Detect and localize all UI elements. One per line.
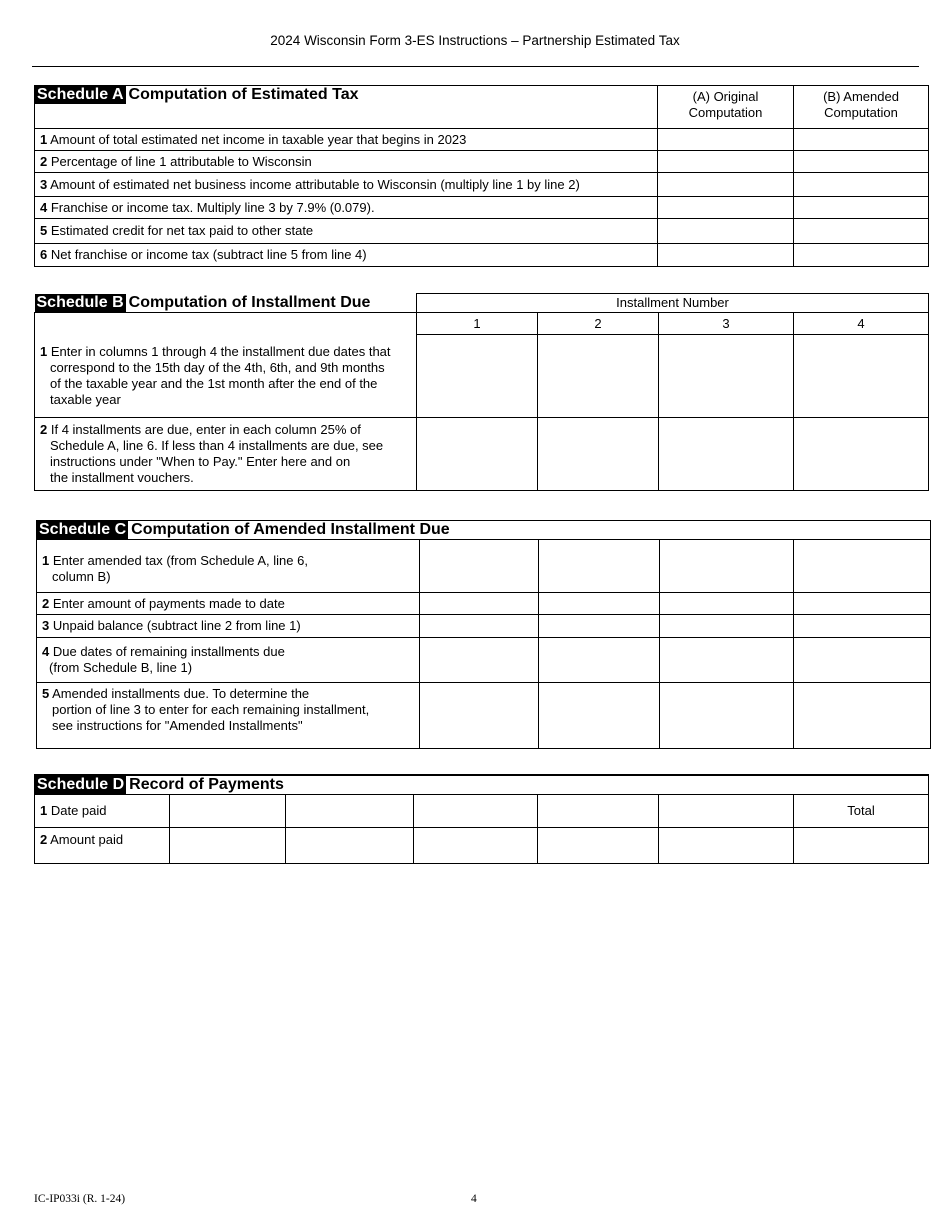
schedule-c-line-1-inst-4-field[interactable]	[794, 540, 931, 593]
schedule-c-line-3-inst-2-field[interactable]	[539, 615, 660, 638]
schedule-a-line-5-col-b-field[interactable]	[794, 219, 929, 244]
schedule-d-title: Record of Payments	[129, 776, 284, 793]
schedule-c-line-4-inst-2-field[interactable]	[539, 638, 660, 683]
schedule-b-line-1-inst-2-field[interactable]	[538, 335, 659, 418]
schedule-a-line-1: 1 Amount of total estimated net income in taxable year that begins in 2023	[35, 129, 929, 151]
schedule-c-line-3-inst-3-field[interactable]	[660, 615, 794, 638]
schedule-c-line-3-inst-1-field[interactable]	[420, 615, 539, 638]
schedule-c-line-2-inst-4-field[interactable]	[794, 593, 931, 615]
schedule-b-line-1-inst-4-field[interactable]	[794, 335, 929, 418]
schedule-a-line-4-col-a-field[interactable]	[658, 197, 794, 219]
installment-col-2: 2	[538, 313, 659, 335]
schedule-c-line-2-inst-1-field[interactable]	[420, 593, 539, 615]
installment-col-1: 1	[417, 313, 538, 335]
schedule-c-line-1-inst-1-field[interactable]	[420, 540, 539, 593]
schedule-c-line-5-inst-1-field[interactable]	[420, 683, 539, 749]
schedule-c-line-5: 5 Amended installments due. To determine the portion of line 3 to enter for each remaining installment, see instructions for "Amended Installments"	[37, 683, 931, 749]
header-divider	[32, 66, 919, 67]
schedule-a-heading	[35, 86, 658, 129]
schedule-c-line-4-inst-1-field[interactable]	[420, 638, 539, 683]
total-label: Total	[794, 795, 929, 828]
schedule-a-line-1-col-a-field[interactable]	[658, 129, 794, 151]
page-header-title: 2024 Wisconsin Form 3-ES Instructions – Partnership Estimated Tax	[270, 33, 680, 48]
schedule-c-table	[36, 520, 931, 749]
schedule-b-line-2-inst-4-field[interactable]	[794, 418, 929, 491]
schedule-b-heading	[35, 294, 417, 313]
schedule-a-line-2: 2 Percentage of line 1 attributable to Wisconsin	[35, 151, 929, 173]
schedule-a-line-5-col-a-field[interactable]	[658, 219, 794, 244]
schedule-d-table	[34, 774, 929, 864]
schedule-d-heading	[35, 775, 929, 795]
schedule-c-line-4: 4 Due dates of remaining installments due (from Schedule B, line 1)	[37, 638, 931, 683]
schedule-c-line-3: 3 Unpaid balance (subtract line 2 from line 1)	[37, 615, 931, 638]
schedule-b-line-2-inst-2-field[interactable]	[538, 418, 659, 491]
amount-paid-field-1[interactable]	[170, 828, 286, 864]
date-paid-field-5[interactable]	[659, 795, 794, 828]
schedule-b-label: Schedule B	[36, 293, 124, 311]
schedule-a-line-3-col-b-field[interactable]	[794, 173, 929, 197]
date-paid-field-2[interactable]	[286, 795, 414, 828]
schedule-b-line-1-inst-1-field[interactable]	[417, 335, 538, 418]
schedule-c-line-3-inst-4-field[interactable]	[794, 615, 931, 638]
schedule-c-line-1: 1 Enter amended tax (from Schedule A, line 6, column B)	[37, 540, 931, 593]
schedule-b-title: Computation of Installment Due	[128, 293, 371, 311]
schedule-b-table	[34, 293, 929, 491]
schedule-b-line-2-inst-1-field[interactable]	[417, 418, 538, 491]
schedule-c-heading	[37, 521, 931, 540]
schedule-a-line-4: 4 Franchise or income tax. Multiply line 3 by 7.9% (0.079).	[35, 197, 929, 219]
schedule-a-line-6: 6 Net franchise or income tax (subtract line 5 from line 4)	[35, 244, 929, 267]
schedule-a-table	[34, 85, 929, 267]
page-number: 4	[471, 1193, 477, 1205]
schedule-a-col-a-header: (A) Original Computation	[658, 86, 794, 129]
schedule-a-title: Computation of Estimated Tax	[128, 86, 359, 103]
amount-paid-field-4[interactable]	[538, 828, 659, 864]
installment-col-3: 3	[659, 313, 794, 335]
schedule-a-label: Schedule A	[37, 86, 124, 103]
installment-number-header: Installment Number	[417, 294, 929, 313]
schedule-c-title: Computation of Amended Installment Due	[131, 521, 450, 538]
date-paid-field-1[interactable]	[170, 795, 286, 828]
schedule-a-line-3-col-a-field[interactable]	[658, 173, 794, 197]
schedule-c-line-1-inst-3-field[interactable]	[660, 540, 794, 593]
schedule-c-line-2-inst-2-field[interactable]	[539, 593, 660, 615]
schedule-a-line-5: 5 Estimated credit for net tax paid to other state	[35, 219, 929, 244]
date-paid-field-3[interactable]	[414, 795, 538, 828]
amount-paid-field-3[interactable]	[414, 828, 538, 864]
schedule-d-line-1: 1 Date paid Total	[35, 795, 929, 828]
schedule-a-line-3: 3 Amount of estimated net business income attributable to Wisconsin (multiply line 1 by line 2)	[35, 173, 929, 197]
schedule-c-line-4-inst-3-field[interactable]	[660, 638, 794, 683]
schedule-b-line-2: 2 If 4 installments are due, enter in each column 25% of Schedule A, line 6. If less than 4 installments are due, see instructions under "When to Pay." Enter here and on the installment vouchers.	[35, 418, 929, 491]
schedule-d-label: Schedule D	[37, 776, 125, 793]
schedule-a-line-4-col-b-field[interactable]	[794, 197, 929, 219]
schedule-a-line-2-col-b-field[interactable]	[794, 151, 929, 173]
schedule-c-line-5-inst-3-field[interactable]	[660, 683, 794, 749]
schedule-a-line-2-col-a-field[interactable]	[658, 151, 794, 173]
schedule-c-line-2-inst-3-field[interactable]	[660, 593, 794, 615]
schedule-a-line-1-col-b-field[interactable]	[794, 129, 929, 151]
schedule-c-label: Schedule C	[39, 521, 127, 538]
schedule-c-line-5-inst-2-field[interactable]	[539, 683, 660, 749]
schedule-c-line-5-inst-4-field[interactable]	[794, 683, 931, 749]
schedule-c-line-1-inst-2-field[interactable]	[539, 540, 660, 593]
schedule-d-line-2: 2 Amount paid	[35, 828, 929, 864]
schedule-a-line-6-col-a-field[interactable]	[658, 244, 794, 267]
schedule-a-col-b-header: (B) Amended Computation	[794, 86, 929, 129]
schedule-b-line-1-inst-3-field[interactable]	[659, 335, 794, 418]
installment-col-4: 4	[794, 313, 929, 335]
schedule-c-line-4-inst-4-field[interactable]	[794, 638, 931, 683]
schedule-b-line-2-inst-3-field[interactable]	[659, 418, 794, 491]
amount-paid-total-field[interactable]	[794, 828, 929, 864]
amount-paid-field-2[interactable]	[286, 828, 414, 864]
schedule-a-line-6-col-b-field[interactable]	[794, 244, 929, 267]
form-id: IC-IP033i (R. 1-24)	[34, 1193, 126, 1205]
date-paid-field-4[interactable]	[538, 795, 659, 828]
schedule-b-line-1: 1 Enter in columns 1 through 4 the installment due dates that correspond to the 15th day of the 4th, 6th, and 9th months of the taxable year and the 1st month after the end of the taxable year	[35, 335, 929, 418]
schedule-c-line-2: 2 Enter amount of payments made to date	[37, 593, 931, 615]
amount-paid-field-5[interactable]	[659, 828, 794, 864]
